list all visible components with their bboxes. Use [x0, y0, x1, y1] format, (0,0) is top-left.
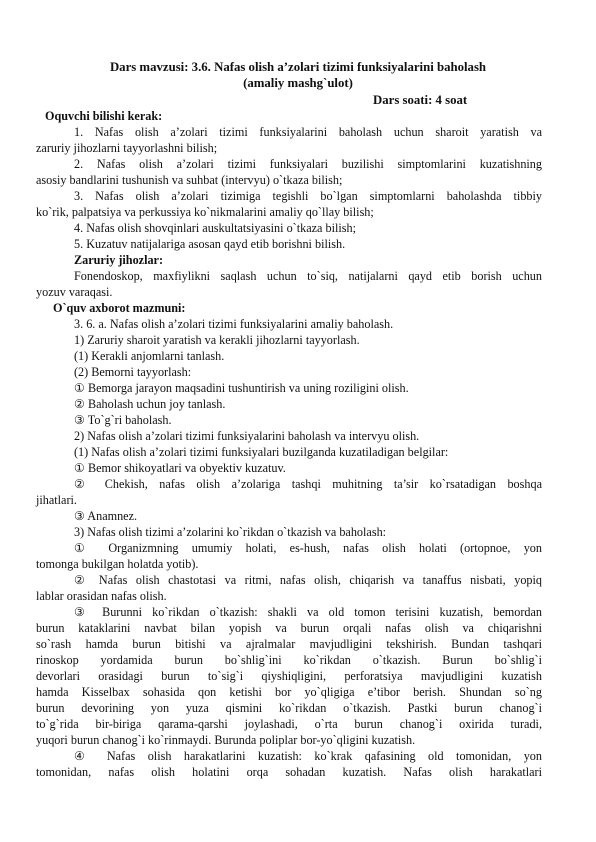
content-line: ③ Burunni ko`rikdan o`tkazish: shakli va old tomon terisini kuzatish, bemordan: [74, 605, 542, 619]
content-line: ④ Nafas olish harakatlarini kuzatish: ko`krak qafasining old tomonidan, yon: [74, 749, 542, 763]
skills-line: ko`rik, palpatsiya va perkussiya ko`nikmalarini amaliy qo`llay bilish;: [36, 205, 374, 219]
skills-line: 1. Nafas olish a’zolari tizimi funksiyalarini baholash uchun sharoit yaratish va: [74, 125, 542, 139]
content-line: (2) Bemorni tayyorlash:: [74, 365, 192, 379]
content-line: 3. 6. a. Nafas olish a’zolari tizimi funksiyalarini amaliy baholash.: [74, 317, 394, 331]
content-line: ③ Anamnez.: [74, 509, 138, 523]
content-line: (1) Nafas olish a’zolari tizimi funksiyalari buzilganda kuzatiladigan belgilar:: [74, 445, 449, 459]
content-line: hamda Kisselbax sohasida qon ketishi bor yo`qligiga e’tibor berish. Shundan so`ng: [36, 685, 542, 699]
equipment-line: yozuv varaqasi.: [36, 285, 113, 299]
skills-line: 5. Kuzatuv natijalariga asosan qayd etib borishni bilish.: [74, 237, 346, 251]
lesson-title: Dars mavzusi: 3.6. Nafas olish a’zolari tizimi funksiyalarini baholash: [109, 60, 487, 74]
content-line: ① Bemor shikoyatlari va obyektiv kuzatuv.: [74, 461, 286, 475]
content-line: lablar orasidan nafas olish.: [36, 589, 167, 603]
skills-line: 3. Nafas olish a’zolari tizimiga tegishli bo`lgan simptomlarni baholashda tibbiy: [74, 189, 542, 203]
lesson-hours: Dars soati: 4 soat: [373, 93, 468, 107]
content-line: jihatlari.: [36, 493, 77, 507]
content-line: ① Bemorga jarayon maqsadini tushuntirish va uning roziligini olish.: [74, 381, 409, 395]
content-line: tomonidan, nafas olish holatini orqa sohadan kuzatish. Nafas olish harakatlari: [36, 765, 542, 779]
equipment-heading: Zaruriy jihozlar:: [74, 253, 164, 267]
content-line: 3) Nafas olish tizimi a’zolarini ko`rikdan o`tkazish va baholash:: [74, 525, 387, 539]
skills-heading: Oquvchi bilishi kerak:: [45, 109, 163, 123]
content-line: (1) Kerakli anjomlarni tanlash.: [74, 349, 225, 363]
content-line: ② Nafas olish chastotasi va ritmi, nafas olish, chiqarish va tanaffus nisbati, yopiq: [74, 573, 542, 587]
lesson-subtitle: (amaliy mashg`ulot): [243, 76, 353, 90]
content-line: burun devorining yon yuza qismini ko`rikdan o`tkazish. Pastki burun chanog`i: [36, 701, 542, 715]
equipment-line: Fonendoskop, maxfiylikni saqlash uchun to`siq, natijalarni qayd etib borish uchun: [74, 269, 542, 283]
content-line: ③ To`g`ri baholash.: [74, 413, 172, 427]
content-line: ② Chekish, nafas olish a’zolariga tashqi muhitning ta’sir ko`rsatadigan boshqa: [74, 477, 542, 491]
content-line: ① Organizmning umumiy holati, es-hush, nafas olish holati (ortopnoe, yon: [74, 541, 542, 555]
content-line: devorlari orasidagi burun to`sig`i qiyshiqligini, perforatsiya mavjudligini kuzatish: [36, 669, 542, 683]
skills-line: asosiy bandlarini tushunish va suhbat (intervyu) o`tkaza bilish;: [36, 173, 343, 187]
skills-line: zaruriy jihozlarni tayyorlashni bilish;: [36, 141, 218, 155]
content-line: rinoskop yordamida burun bo`shlig`ini ko`rikdan o`tkazish. Burun bo`shlig`i: [36, 653, 542, 667]
content-line: 1) Zaruriy sharoit yaratish va kerakli jihozlarni tayyorlash.: [74, 333, 360, 347]
content-line: ② Baholash uchun joy tanlash.: [74, 397, 226, 411]
skills-line: 4. Nafas olish shovqinlari auskultatsiyasini o`tkaza bilish;: [74, 221, 356, 235]
content-line: tomonga bukilgan holatda yotib).: [36, 557, 199, 571]
content-line: burun kataklarini navbat bilan yopish va burun orqali nafas olish va chiqarishni: [36, 621, 542, 635]
content-line: yuqori burun chanog`i ko`rinmaydi. Burunda poliplar bor-yo`qligini kuzatish.: [36, 733, 416, 747]
skills-line: 2. Nafas olish a’zolari tizimi funksiyalari buzilishi simptomlarini kuzatishning: [74, 157, 542, 171]
content-heading: O`quv axborot mazmuni:: [53, 301, 186, 315]
content-line: 2) Nafas olish a’zolari tizimi funksiyalarini baholash va intervyu olish.: [74, 429, 420, 443]
content-line: so`rash hamda burun bitishi va ajralmalar mavjudligini tekshirish. Bundan tashqari: [36, 637, 542, 651]
content-line: to`g`rida bir-biriga qarama-qarshi joylashadi, o`rta burun chanog`i oxirida turadi,: [36, 717, 542, 731]
